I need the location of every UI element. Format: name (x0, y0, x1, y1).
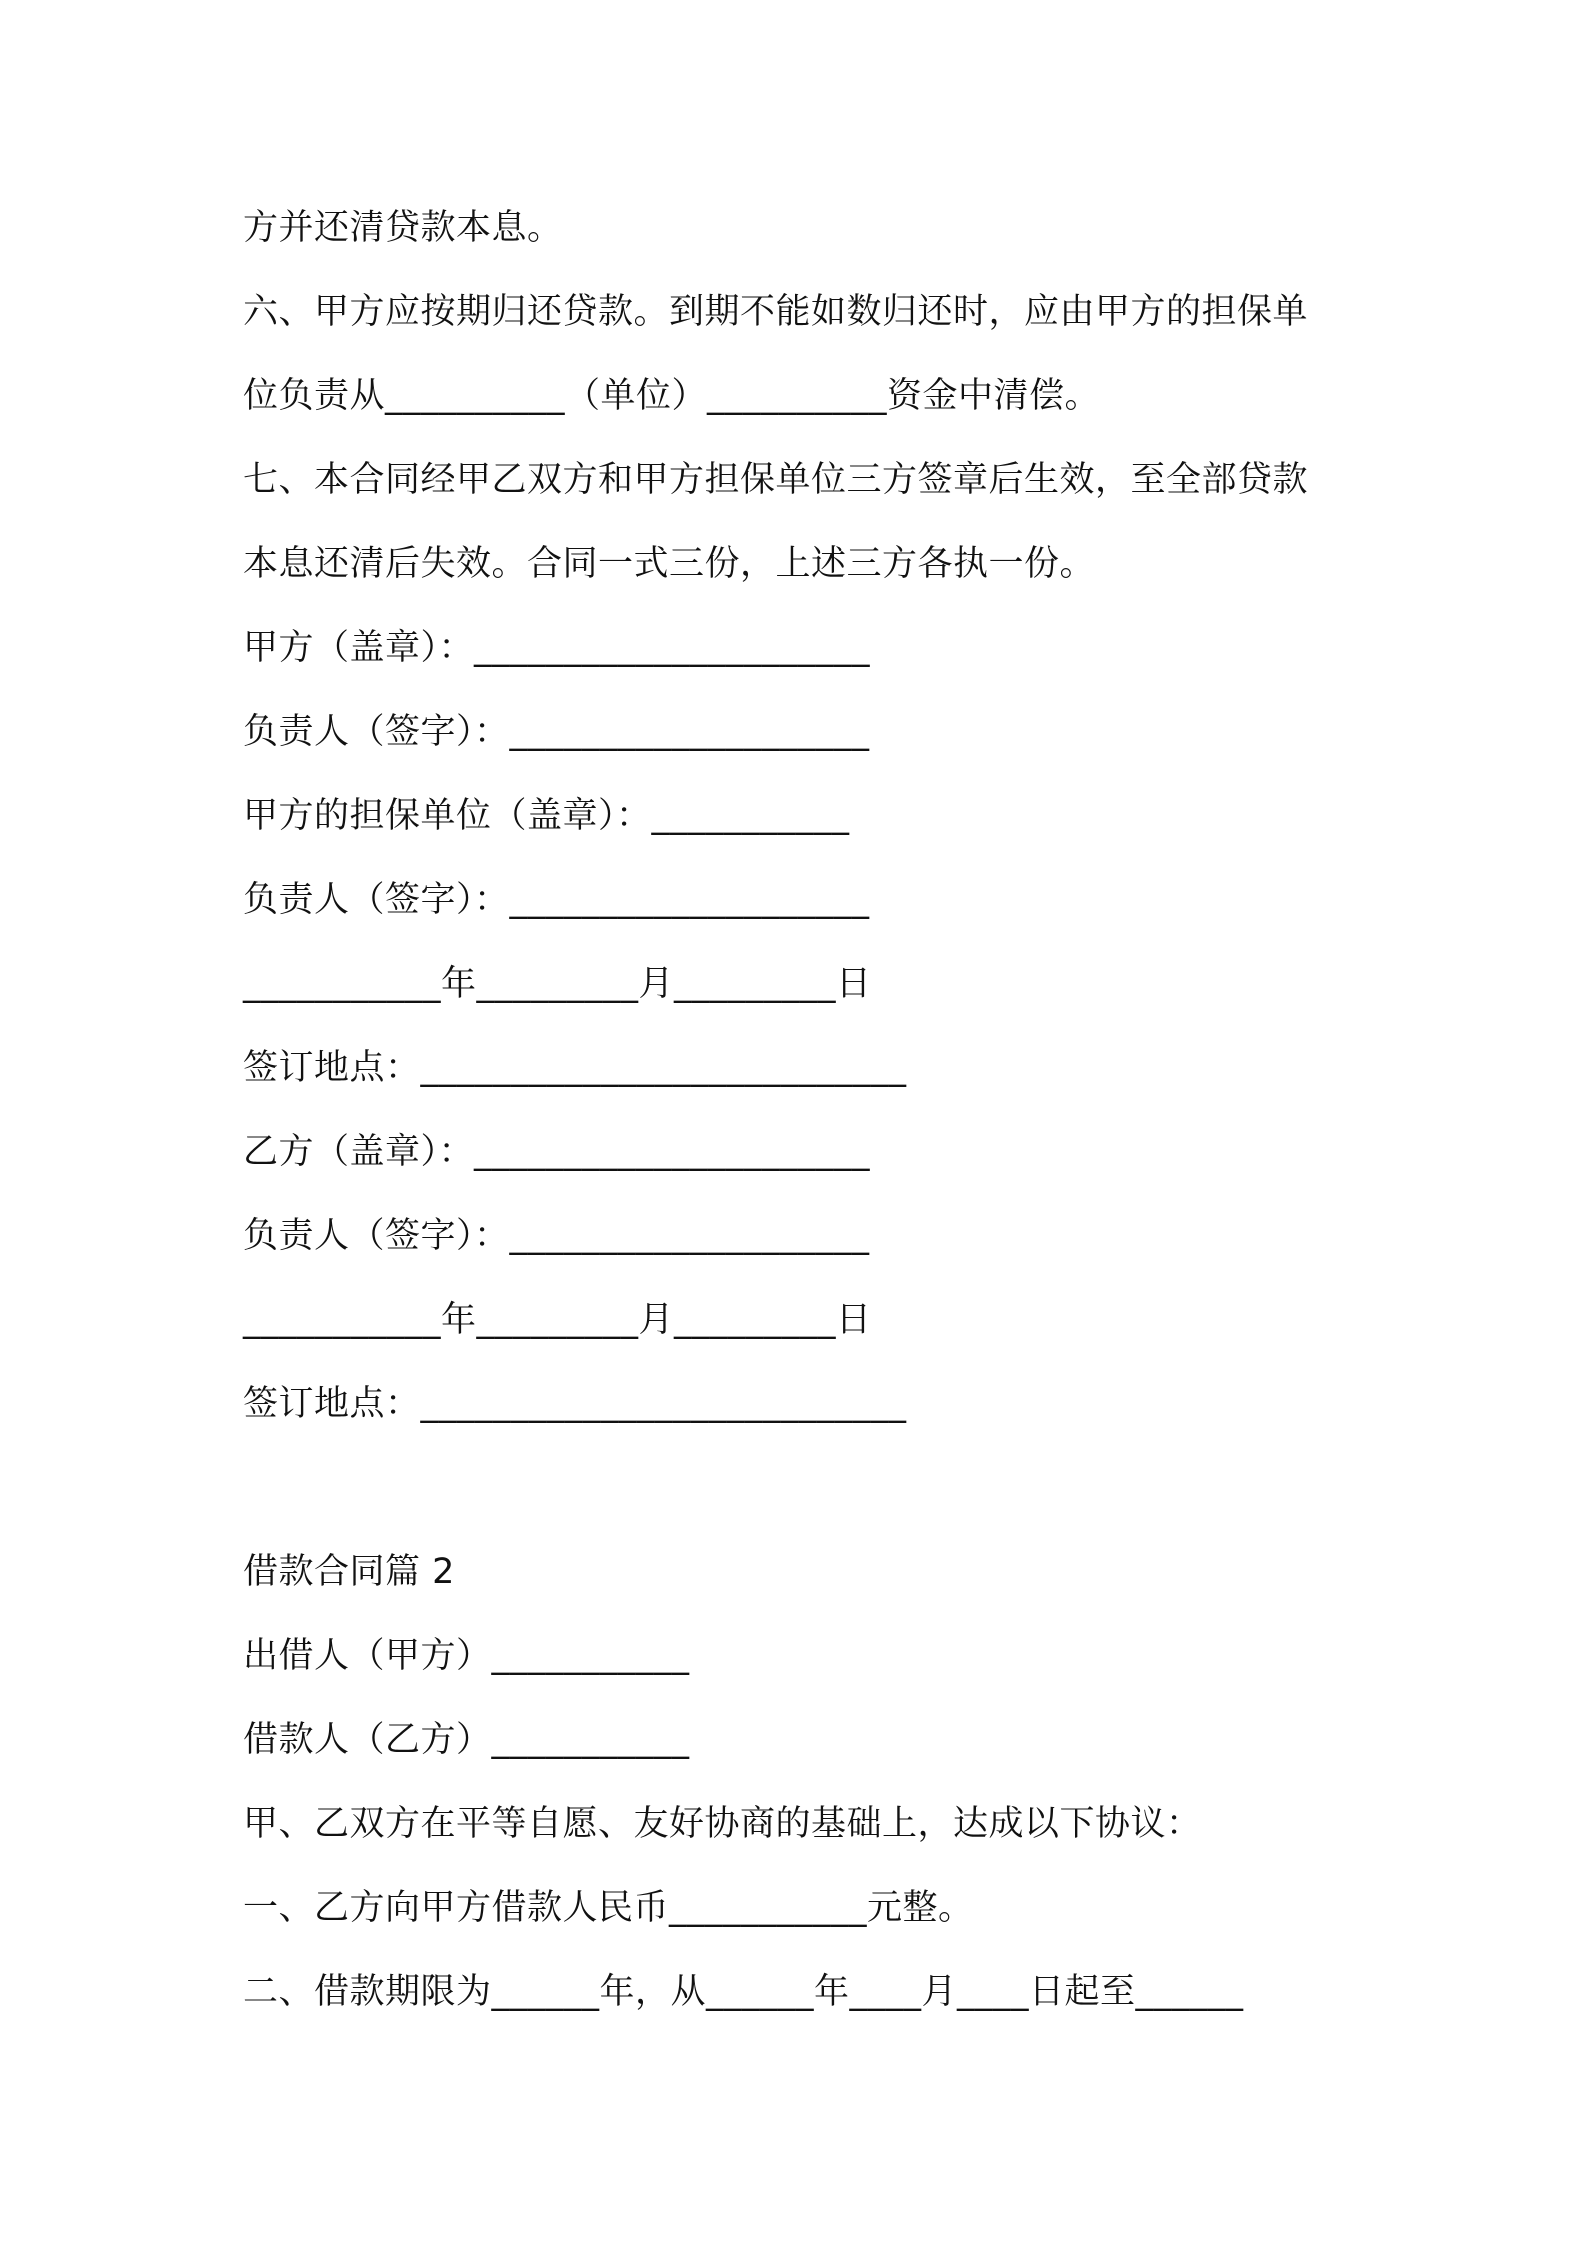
signing-place-line-2: 签订地点：___________________________ (243, 1384, 907, 1424)
party-b-seal-line: 乙方（盖章）：______________________ (243, 1132, 871, 1172)
guarantor-seal-line: 甲方的担保单位（盖章）：___________ (243, 796, 850, 836)
date-line-1: ___________年_________月_________日 (243, 964, 872, 1004)
agreement-intro-line: 甲、乙双方在平等自愿、友好协商的基础上，达成以下协议： (243, 1804, 1202, 1844)
date-line-2: ___________年_________月_________日 (243, 1300, 872, 1340)
clause-2-line: 二、借款期限为______年，从______年____月____日起至______ (243, 1972, 1244, 2012)
lender-line: 出借人（甲方）___________ (243, 1636, 690, 1676)
text-line-clause-7: 七、本合同经甲乙双方和甲方担保单位三方签章后生效，至全部贷款 (243, 460, 1309, 500)
text-line-clause-6: 六、甲方应按期归还贷款。到期不能如数归还时，应由甲方的担保单 (243, 292, 1309, 332)
party-a-signatory-line: 负责人（签字）：____________________ (243, 712, 870, 752)
text-line-clause-7-cont: 本息还清后失效。合同一式三份，上述三方各执一份。 (243, 544, 1096, 584)
clause-1-line: 一、乙方向甲方借款人民币___________元整。 (243, 1888, 974, 1928)
text-line-repay-principal: 方并还清贷款本息。 (243, 208, 563, 248)
party-a-seal-line: 甲方（盖章）：______________________ (243, 628, 871, 668)
guarantor-signatory-line: 负责人（签字）：____________________ (243, 880, 870, 920)
text-line-clause-6-cont: 位负责从__________（单位）__________资金中清偿。 (243, 376, 1101, 416)
signing-place-line-1: 签订地点：___________________________ (243, 1048, 907, 1088)
section-heading: 借款合同篇 2 (243, 1552, 455, 1592)
borrower-line: 借款人（乙方）___________ (243, 1720, 690, 1760)
party-b-signatory-line: 负责人（签字）：____________________ (243, 1216, 870, 1256)
